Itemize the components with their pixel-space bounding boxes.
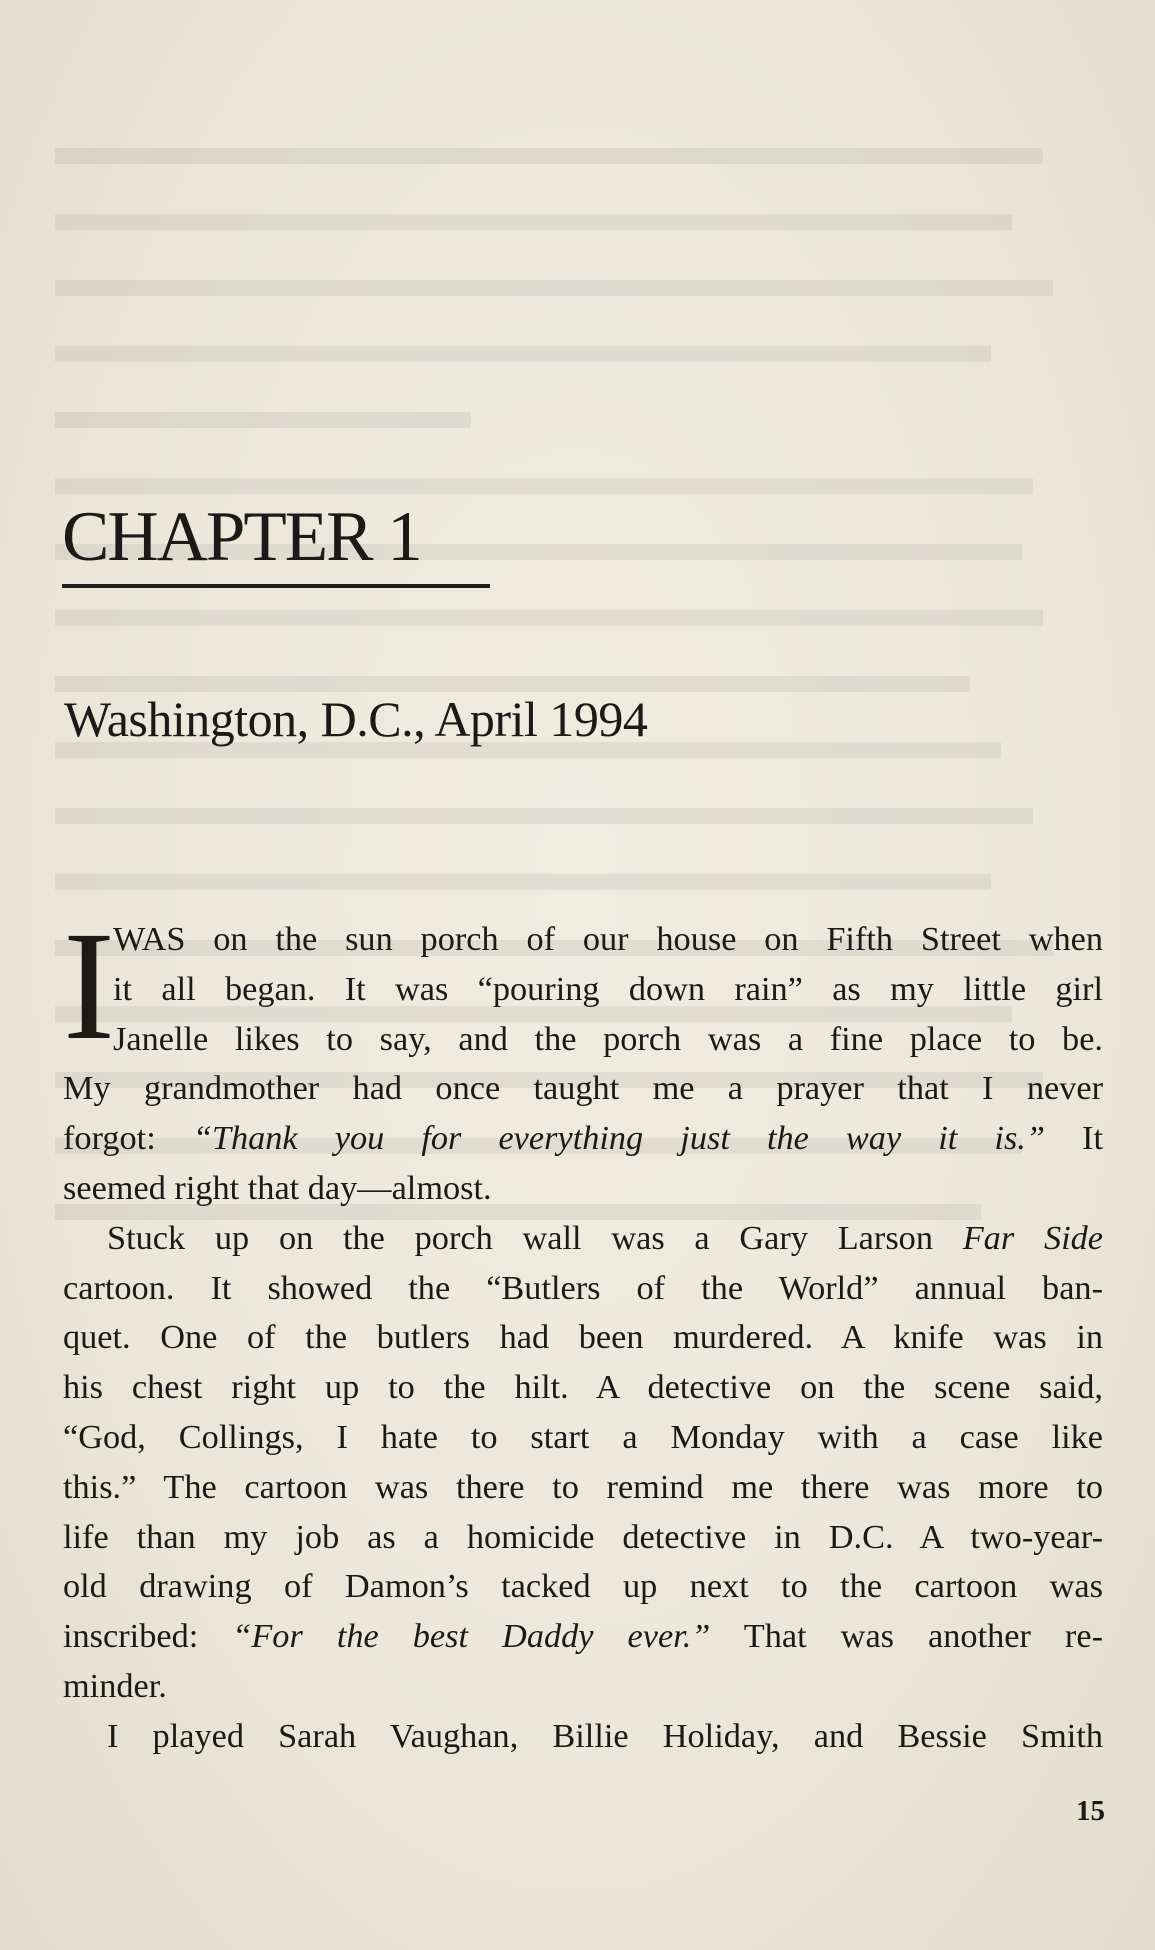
location-dateline: Washington, D.C., April 1994 — [64, 691, 648, 747]
text-line: I played Sarah Vaughan, Billie Holiday, and Bessie Smith — [107, 1716, 1103, 1755]
text-run: It — [1044, 1119, 1103, 1158]
body-text — [63, 899, 1103, 1762]
text-run: That was another re- — [710, 1617, 1103, 1656]
paragraph-3 — [63, 1712, 1103, 1762]
text-run: inscribed: — [63, 1617, 233, 1656]
drawing-inscription: “For the best Daddy ever.” — [232, 1617, 711, 1656]
text-line: his chest right up to the hilt. A detective on the scene said, — [63, 1368, 1103, 1407]
text-line: minder. — [63, 1666, 167, 1705]
text-line: old drawing of Damon’s tacked up next to the cartoon was — [63, 1567, 1103, 1606]
paragraph-1 — [63, 899, 1103, 1214]
text-line: quet. One of the butlers had been murdered. A knife was in — [63, 1318, 1103, 1357]
drop-cap: I — [63, 899, 115, 1072]
text-line — [63, 1612, 1103, 1662]
chapter-heading: CHAPTER 1 — [62, 498, 490, 588]
text-line: Janelle likes to say, and the porch was a fine place to be. — [113, 1019, 1103, 1058]
text-line — [63, 1114, 1103, 1164]
text-line: WAS on the sun porch of our house on Fifth Street when — [113, 920, 1103, 958]
text-line: life than my job as a homicide detective in D.C. A two-year- — [63, 1517, 1103, 1556]
text-line: “God, Collings, I hate to start a Monday with a case like — [63, 1417, 1103, 1456]
text-line: this.” The cartoon was there to remind me there was more to — [63, 1467, 1103, 1506]
text-run: Stuck up on the porch wall was a Gary Larson — [107, 1218, 963, 1257]
cartoon-title: Far Side — [962, 1218, 1103, 1257]
text-line: My grandmother had once taught me a prayer that I never — [63, 1069, 1103, 1108]
text-line — [63, 1214, 1103, 1264]
page-number: 15 — [1076, 1795, 1105, 1827]
text-line: seemed right that day—almost. — [63, 1168, 492, 1207]
text-line: it all began. It was “pouring down rain” as my little girl — [113, 969, 1103, 1008]
text-line: cartoon. It showed the “Butlers of the World” annual ban- — [63, 1268, 1103, 1307]
prayer-quote: “Thank you for everything just the way it is.” — [192, 1119, 1045, 1158]
text-run: forgot: — [63, 1119, 193, 1158]
paragraph-2 — [63, 1214, 1103, 1712]
